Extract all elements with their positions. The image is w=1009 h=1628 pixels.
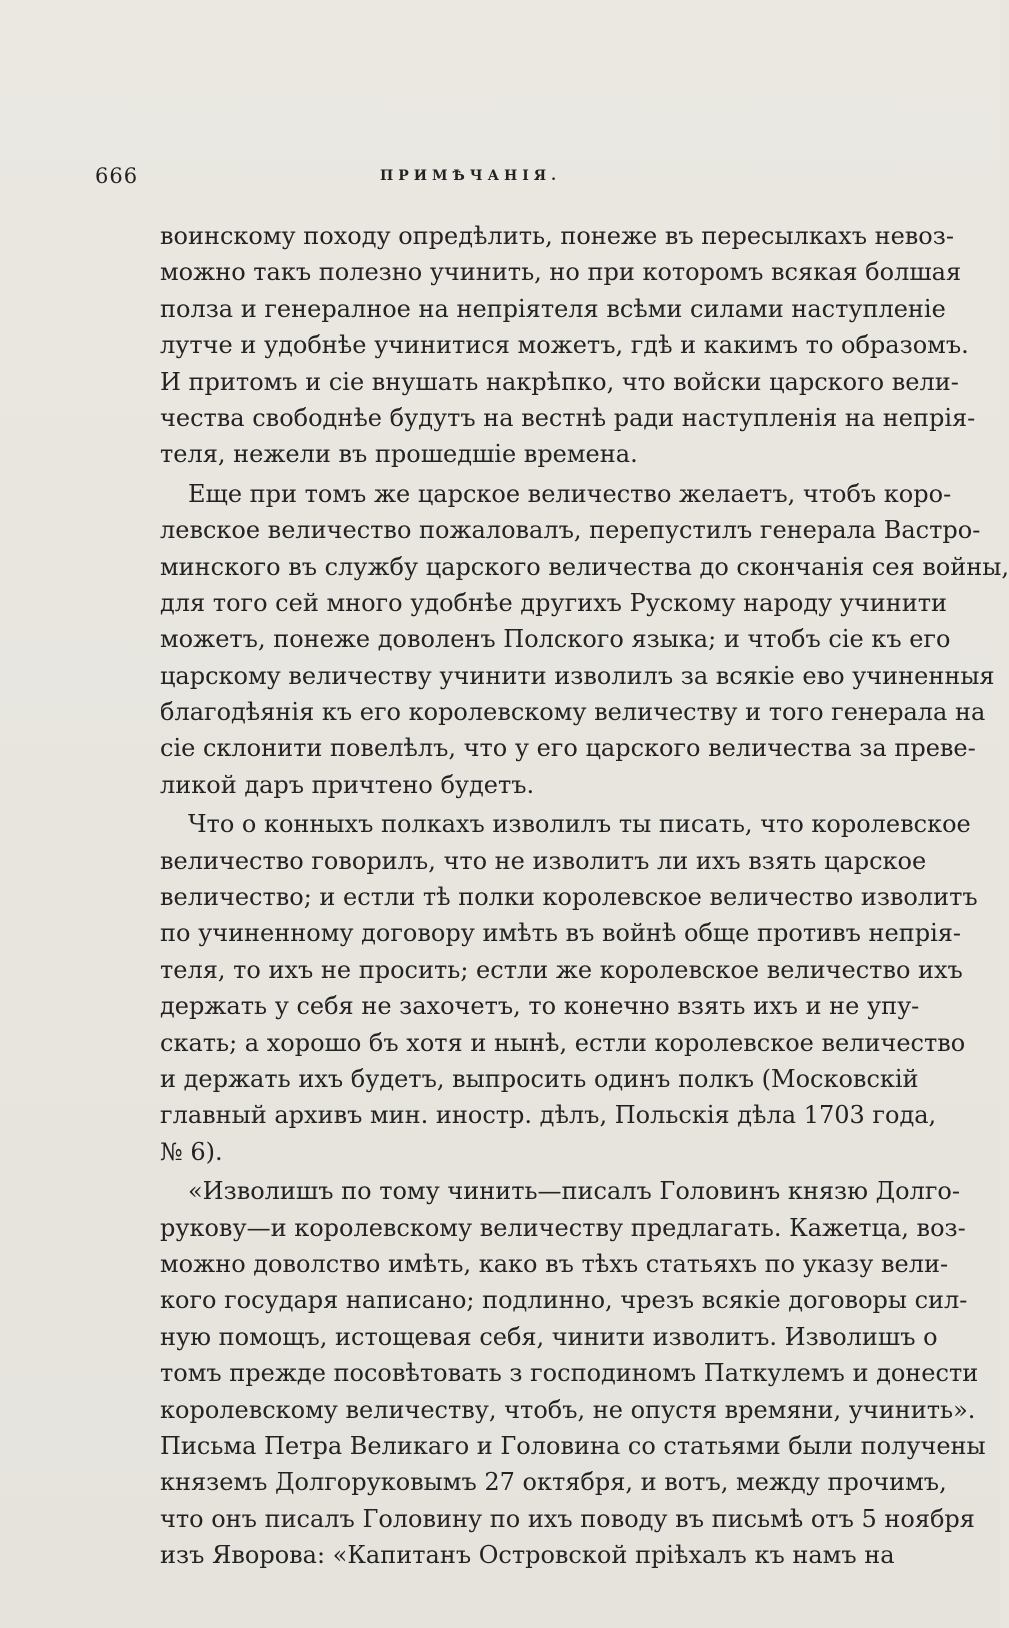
text-line: по учиненному договору имѣть въ войнѣ обще противъ непрія- xyxy=(160,919,962,948)
body-text xyxy=(160,218,1009,1573)
text-line: лутче и удобнѣе учинитися можетъ, гдѣ и какимъ то образомъ. xyxy=(160,331,969,360)
text-line: минского въ службу царского величества до скончанія сея войны, xyxy=(160,552,1009,581)
text-line: полза и генералное на непріятеля всѣми силами наступленіе xyxy=(160,294,946,323)
text-line: кого государя написано; подлинно, чрезъ всякіе договоры сил- xyxy=(160,1286,968,1315)
text-line: И притомъ и сіе внушать накрѣпко, что войски царского вели- xyxy=(160,367,959,396)
text-line: царскому величеству учинити изволилъ за всякіе ево учиненныя xyxy=(160,661,995,690)
text-line: благодѣянія къ его королевскому величеству и того генерала на xyxy=(160,698,986,727)
text-line: величество; и естли тѣ полки королевское величество изволитъ xyxy=(160,883,978,912)
text-line: главный архивъ мин. иностр. дѣлъ, Польскія дѣла 1703 года, xyxy=(160,1101,937,1130)
text-line: № 6). xyxy=(160,1137,223,1166)
text-line: сіе склонити повелѣлъ, что у его царского величества за преве- xyxy=(160,734,976,763)
text-line: и держать ихъ будетъ, выпросить одинъ полкъ (Московскій xyxy=(160,1064,919,1093)
text-line: для того сей много удобнѣе другихъ Рускому народу учинити xyxy=(160,588,948,617)
paragraph-start-line: «Изволишъ по тому чинить—писалъ Головинъ князю Долго- xyxy=(188,1177,960,1206)
page-number: 666 xyxy=(95,164,139,188)
text-line: можно доволство имѣть, како въ тѣхъ статьяхъ по указу вели- xyxy=(160,1249,949,1278)
text-line: что онъ писалъ Головину по ихъ поводу въ письмѣ отъ 5 ноября xyxy=(160,1504,975,1533)
text-line: теля, нежели въ прошедшіе времена. xyxy=(160,440,638,469)
text-line: рукову—и королевскому величеству предлагать. Кажетца, воз- xyxy=(160,1213,966,1242)
paragraph-start-line: Еще при томъ же царское величество желаетъ, чтобъ коро- xyxy=(188,479,952,508)
text-line: Письма Петра Великаго и Головина со статьями были получены xyxy=(160,1431,986,1460)
text-line: скать; а хорошо бъ хотя и нынѣ, естли королевское величество xyxy=(160,1028,966,1057)
text-line: величество говорилъ, что не изволитъ ли ихъ взять царское xyxy=(160,846,927,875)
text-line: ликой даръ причтено будетъ. xyxy=(160,770,535,799)
text-line: можно такъ полезно учинить, но при которомъ всякая болшая xyxy=(160,258,962,287)
text-line: княземъ Долгоруковымъ 27 октября, и вотъ, между прочимъ, xyxy=(160,1468,947,1497)
text-line: левское величество пожаловалъ, перепустилъ генерала Вастро- xyxy=(160,516,981,545)
text-line: изъ Яворова: «Капитанъ Островской пріѣхалъ къ намъ на xyxy=(160,1541,895,1570)
text-line: можетъ, понеже доволенъ Полского языка; и чтобъ сіе къ его xyxy=(160,625,951,654)
text-line: воинскому походу опредѣлить, понеже въ пересылкахъ невоз- xyxy=(160,222,954,250)
text-line: чества свободнѣе будутъ на вестнѣ ради наступленія на непрія- xyxy=(160,403,976,432)
text-line: томъ прежде посовѣтовать з господиномъ Паткулемъ и донести xyxy=(160,1359,979,1388)
text-line: теля, то ихъ не просить; естли же королевское величество ихъ xyxy=(160,955,963,984)
text-line: ную помощъ, истощевая себя, чинити изволитъ. Изволишъ о xyxy=(160,1322,938,1351)
text-line: королевскому величеству, чтобъ, не опустя времяни, учинить». xyxy=(160,1395,976,1424)
paragraph-start-line: Что о конныхъ полкахъ изволилъ ты писать, что королевское xyxy=(188,810,971,839)
running-head-title: ПРИМѢЧАНІЯ. xyxy=(380,168,561,184)
text-line: держать у себя не захочетъ, то конечно взять ихъ и не упу- xyxy=(160,992,920,1021)
